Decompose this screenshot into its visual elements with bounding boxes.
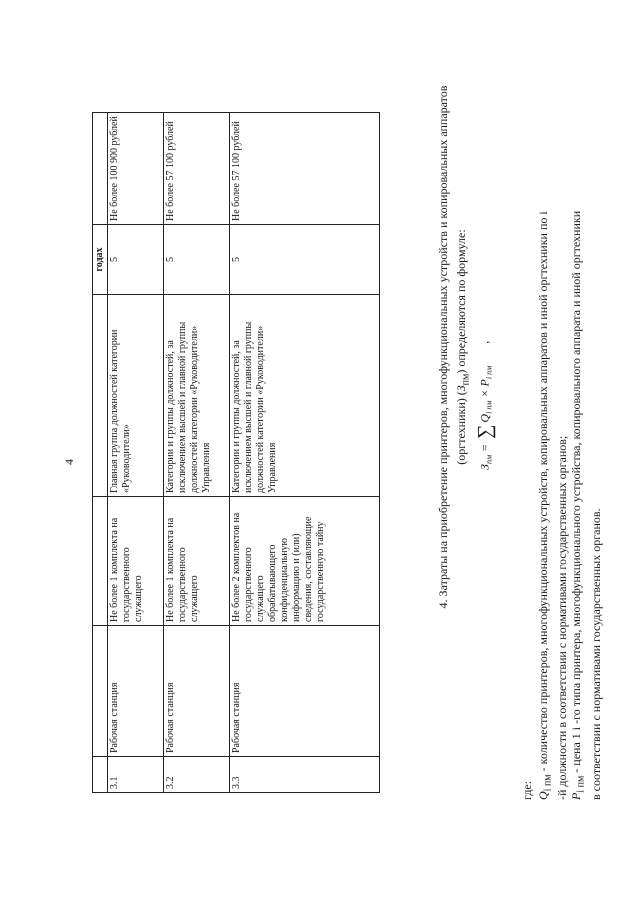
item-name: Рабочая станция (108, 626, 164, 757)
position-category: Категории и группы должностей, за исключением высшей и главной группы должностей категории «Руководители» Управления (164, 295, 230, 497)
service-years: 5 (230, 225, 380, 295)
item-norm: Не более 1 комплекта на государственного служащего (108, 497, 164, 626)
item-norm: Не более 1 комплекта на государственного служащего (164, 497, 230, 626)
where-label: где: (520, 780, 534, 800)
section-heading-line2: (оргтехники) $(З_{пм})$ определяются по формуле: (454, 229, 472, 465)
service-years: 5 (108, 225, 164, 295)
table-row (230, 113, 380, 793)
section-heading-line1: 4. Затраты на приобретение принтеров, многофункциональных устройств и копировальных аппаратов (436, 85, 450, 609)
note-price: $P_{i пм}$ - цена 1 i -го типа принтера, многофункционального устройства, копировального аппарата и иной оргтехники (569, 210, 587, 800)
price-limit: Не более 57 100 рублей (230, 113, 380, 225)
price-limit: Не более 100 900 рублей (108, 113, 164, 225)
position-category: Главная группа должностей категории «Руководители» (108, 295, 164, 497)
equipment-norms-table (92, 112, 380, 793)
page-number: 4 (62, 459, 76, 465)
table-row (108, 113, 164, 793)
row-number: 3.2 (164, 757, 230, 793)
item-name: Рабочая станция (230, 626, 380, 757)
row-number: 3.3 (230, 757, 380, 793)
note-price-cont: в соответствии с нормативами государственных органов. (588, 508, 603, 800)
item-norm: Не более 2 комплектов на государственного служащего обрабатывающего конфиденциальную информацию и (или) сведения, составляющие государственную тайну (230, 497, 380, 626)
item-name: Рабочая станция (164, 626, 230, 757)
service-years: 5 (164, 225, 230, 295)
formula-notes (520, 0, 603, 800)
row-number: 3.1 (108, 757, 164, 793)
table-header-row (93, 113, 108, 793)
price-limit: Не более 57 100 рублей (164, 113, 230, 225)
position-category: Категории и группы должностей, за исключением высшей и главной группы должностей категории «Руководители» Управления (230, 295, 380, 497)
note-quantity: $Q_{i пм}$ - количество принтеров, многофункциональных устройств, копировальных аппаратов и иной оргтехники по i (536, 211, 554, 800)
period-header: годах (93, 225, 108, 295)
note-quantity-cont: -й должности в соответствии с нормативами государственных органов; (555, 435, 570, 800)
table-row (164, 113, 230, 793)
section-heading (434, 47, 475, 647)
sum-symbol: ∑ (474, 424, 496, 439)
cost-formula: $З_{пм} = \sum Q_{i пм} \times P_{i пм}$, (474, 340, 496, 470)
